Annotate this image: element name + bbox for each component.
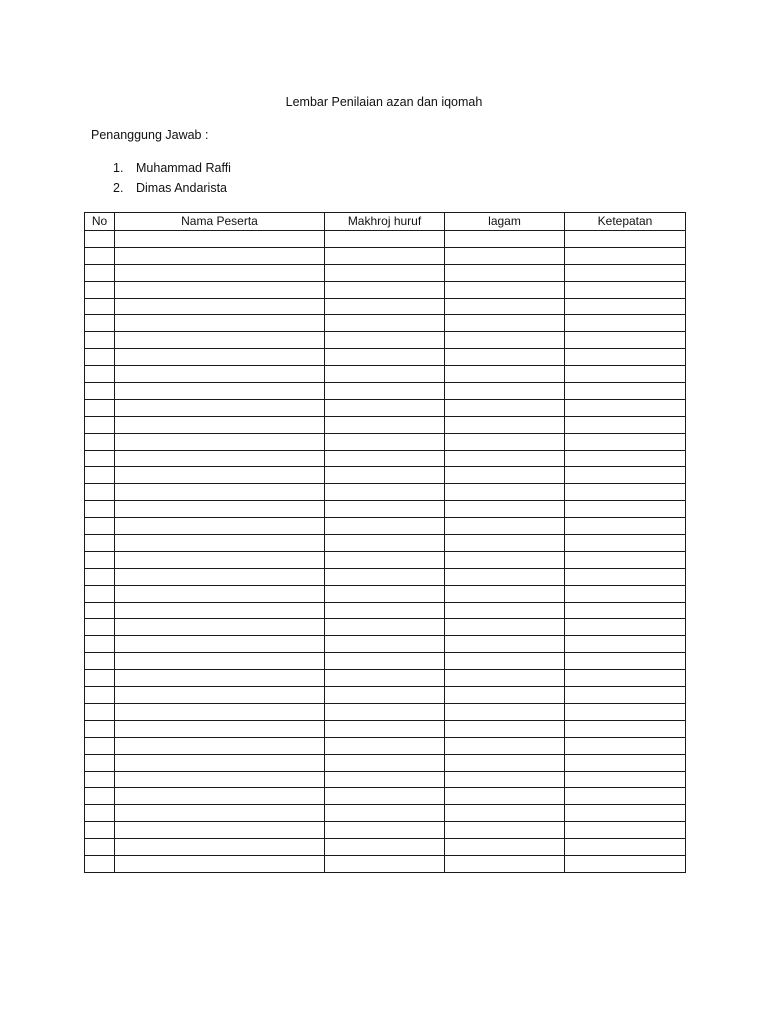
cell-ketepatan	[565, 568, 686, 585]
table-row	[85, 315, 686, 332]
cell-participant-name	[115, 636, 325, 653]
cell-lagam	[445, 315, 565, 332]
cell-lagam	[445, 416, 565, 433]
table-row	[85, 619, 686, 636]
cell-makhroj-huruf	[325, 653, 445, 670]
table-row	[85, 839, 686, 856]
cell-no	[85, 822, 115, 839]
cell-participant-name	[115, 281, 325, 298]
cell-ketepatan	[565, 788, 686, 805]
cell-ketepatan	[565, 450, 686, 467]
cell-lagam	[445, 619, 565, 636]
cell-participant-name	[115, 484, 325, 501]
cell-ketepatan	[565, 281, 686, 298]
cell-ketepatan	[565, 501, 686, 518]
cell-lagam	[445, 349, 565, 366]
cell-ketepatan	[565, 399, 686, 416]
cell-no	[85, 315, 115, 332]
table-row	[85, 383, 686, 400]
cell-participant-name	[115, 383, 325, 400]
cell-no	[85, 585, 115, 602]
responsible-list	[113, 160, 231, 200]
cell-no	[85, 247, 115, 264]
table-row	[85, 264, 686, 281]
cell-lagam	[445, 754, 565, 771]
cell-participant-name	[115, 535, 325, 552]
cell-lagam	[445, 467, 565, 484]
table-row	[85, 585, 686, 602]
table-row	[85, 450, 686, 467]
cell-participant-name	[115, 501, 325, 518]
table-body	[85, 231, 686, 873]
cell-makhroj-huruf	[325, 585, 445, 602]
header-makhroj-huruf: Makhroj huruf	[325, 213, 445, 231]
cell-lagam	[445, 585, 565, 602]
cell-participant-name	[115, 687, 325, 704]
cell-ketepatan	[565, 467, 686, 484]
cell-ketepatan	[565, 771, 686, 788]
cell-ketepatan	[565, 670, 686, 687]
cell-lagam	[445, 771, 565, 788]
cell-makhroj-huruf	[325, 332, 445, 349]
cell-lagam	[445, 535, 565, 552]
cell-no	[85, 855, 115, 872]
cell-participant-name	[115, 315, 325, 332]
responsible-label: Penanggung Jawab :	[91, 128, 209, 142]
table-row	[85, 501, 686, 518]
cell-no	[85, 687, 115, 704]
cell-makhroj-huruf	[325, 399, 445, 416]
table-row	[85, 855, 686, 872]
cell-makhroj-huruf	[325, 247, 445, 264]
cell-lagam	[445, 703, 565, 720]
header-participant-name: Nama Peserta	[115, 213, 325, 231]
cell-ketepatan	[565, 585, 686, 602]
cell-participant-name	[115, 332, 325, 349]
cell-makhroj-huruf	[325, 822, 445, 839]
cell-ketepatan	[565, 366, 686, 383]
cell-participant-name	[115, 602, 325, 619]
cell-lagam	[445, 805, 565, 822]
cell-no	[85, 551, 115, 568]
cell-lagam	[445, 568, 565, 585]
table-row	[85, 349, 686, 366]
cell-makhroj-huruf	[325, 670, 445, 687]
cell-makhroj-huruf	[325, 720, 445, 737]
table-row	[85, 535, 686, 552]
cell-makhroj-huruf	[325, 737, 445, 754]
cell-no	[85, 501, 115, 518]
cell-participant-name	[115, 231, 325, 248]
cell-no	[85, 366, 115, 383]
cell-participant-name	[115, 839, 325, 856]
table-row	[85, 231, 686, 248]
cell-makhroj-huruf	[325, 231, 445, 248]
cell-makhroj-huruf	[325, 416, 445, 433]
cell-no	[85, 467, 115, 484]
cell-participant-name	[115, 703, 325, 720]
table-row	[85, 670, 686, 687]
cell-lagam	[445, 788, 565, 805]
cell-participant-name	[115, 399, 325, 416]
cell-no	[85, 383, 115, 400]
cell-lagam	[445, 855, 565, 872]
cell-makhroj-huruf	[325, 687, 445, 704]
cell-no	[85, 653, 115, 670]
cell-no	[85, 484, 115, 501]
table-row	[85, 551, 686, 568]
responsible-item	[113, 160, 231, 180]
responsible-item	[113, 180, 231, 200]
list-number: 1.	[113, 161, 124, 175]
cell-participant-name	[115, 433, 325, 450]
cell-makhroj-huruf	[325, 754, 445, 771]
table-row	[85, 687, 686, 704]
cell-participant-name	[115, 349, 325, 366]
cell-no	[85, 636, 115, 653]
cell-no	[85, 399, 115, 416]
cell-lagam	[445, 433, 565, 450]
cell-lagam	[445, 737, 565, 754]
cell-ketepatan	[565, 332, 686, 349]
table-row	[85, 467, 686, 484]
cell-no	[85, 602, 115, 619]
cell-makhroj-huruf	[325, 855, 445, 872]
cell-lagam	[445, 501, 565, 518]
table-header-row	[85, 213, 686, 231]
header-no: No	[85, 213, 115, 231]
cell-ketepatan	[565, 855, 686, 872]
table-row	[85, 636, 686, 653]
cell-makhroj-huruf	[325, 433, 445, 450]
cell-no	[85, 720, 115, 737]
cell-lagam	[445, 636, 565, 653]
cell-participant-name	[115, 788, 325, 805]
table-row	[85, 653, 686, 670]
cell-ketepatan	[565, 805, 686, 822]
table-row	[85, 281, 686, 298]
cell-participant-name	[115, 467, 325, 484]
cell-no	[85, 231, 115, 248]
cell-ketepatan	[565, 703, 686, 720]
cell-ketepatan	[565, 754, 686, 771]
table-row	[85, 602, 686, 619]
cell-makhroj-huruf	[325, 518, 445, 535]
cell-lagam	[445, 653, 565, 670]
cell-ketepatan	[565, 416, 686, 433]
cell-ketepatan	[565, 484, 686, 501]
cell-no	[85, 670, 115, 687]
cell-no	[85, 754, 115, 771]
document-title: Lembar Penilaian azan dan iqomah	[285, 95, 483, 109]
table-row	[85, 737, 686, 754]
table-row	[85, 771, 686, 788]
cell-lagam	[445, 366, 565, 383]
table-row	[85, 568, 686, 585]
cell-ketepatan	[565, 551, 686, 568]
cell-ketepatan	[565, 822, 686, 839]
table-row	[85, 399, 686, 416]
cell-makhroj-huruf	[325, 264, 445, 281]
cell-makhroj-huruf	[325, 366, 445, 383]
cell-participant-name	[115, 737, 325, 754]
assessment-table	[84, 212, 686, 873]
cell-makhroj-huruf	[325, 703, 445, 720]
cell-lagam	[445, 231, 565, 248]
responsible-name: Dimas Andarista	[136, 181, 228, 195]
cell-no	[85, 416, 115, 433]
cell-lagam	[445, 720, 565, 737]
cell-participant-name	[115, 247, 325, 264]
cell-ketepatan	[565, 737, 686, 754]
cell-no	[85, 737, 115, 754]
cell-participant-name	[115, 619, 325, 636]
table-row	[85, 484, 686, 501]
cell-participant-name	[115, 366, 325, 383]
cell-makhroj-huruf	[325, 315, 445, 332]
table-row	[85, 332, 686, 349]
cell-makhroj-huruf	[325, 839, 445, 856]
cell-lagam	[445, 602, 565, 619]
cell-makhroj-huruf	[325, 467, 445, 484]
cell-makhroj-huruf	[325, 535, 445, 552]
cell-lagam	[445, 332, 565, 349]
cell-lagam	[445, 484, 565, 501]
table-row	[85, 433, 686, 450]
cell-no	[85, 619, 115, 636]
cell-ketepatan	[565, 247, 686, 264]
cell-ketepatan	[565, 518, 686, 535]
cell-no	[85, 264, 115, 281]
cell-makhroj-huruf	[325, 771, 445, 788]
cell-no	[85, 535, 115, 552]
cell-participant-name	[115, 720, 325, 737]
cell-no	[85, 518, 115, 535]
cell-no	[85, 839, 115, 856]
cell-lagam	[445, 298, 565, 315]
cell-no	[85, 788, 115, 805]
cell-makhroj-huruf	[325, 788, 445, 805]
cell-ketepatan	[565, 349, 686, 366]
cell-makhroj-huruf	[325, 602, 445, 619]
cell-makhroj-huruf	[325, 450, 445, 467]
cell-no	[85, 349, 115, 366]
cell-makhroj-huruf	[325, 619, 445, 636]
cell-no	[85, 805, 115, 822]
cell-participant-name	[115, 754, 325, 771]
cell-participant-name	[115, 551, 325, 568]
cell-ketepatan	[565, 653, 686, 670]
cell-ketepatan	[565, 619, 686, 636]
header-ketepatan: Ketepatan	[565, 213, 686, 231]
list-number: 2.	[113, 181, 124, 195]
cell-participant-name	[115, 805, 325, 822]
cell-makhroj-huruf	[325, 298, 445, 315]
table-row	[85, 366, 686, 383]
cell-lagam	[445, 399, 565, 416]
cell-ketepatan	[565, 687, 686, 704]
cell-no	[85, 450, 115, 467]
cell-lagam	[445, 839, 565, 856]
cell-makhroj-huruf	[325, 805, 445, 822]
cell-makhroj-huruf	[325, 636, 445, 653]
cell-ketepatan	[565, 720, 686, 737]
cell-makhroj-huruf	[325, 551, 445, 568]
cell-makhroj-huruf	[325, 484, 445, 501]
cell-makhroj-huruf	[325, 349, 445, 366]
cell-makhroj-huruf	[325, 383, 445, 400]
cell-participant-name	[115, 771, 325, 788]
table-row	[85, 788, 686, 805]
cell-participant-name	[115, 855, 325, 872]
cell-no	[85, 568, 115, 585]
cell-lagam	[445, 687, 565, 704]
table-row	[85, 822, 686, 839]
cell-lagam	[445, 518, 565, 535]
cell-ketepatan	[565, 231, 686, 248]
cell-lagam	[445, 247, 565, 264]
cell-lagam	[445, 551, 565, 568]
cell-makhroj-huruf	[325, 501, 445, 518]
cell-participant-name	[115, 585, 325, 602]
cell-participant-name	[115, 450, 325, 467]
table-row	[85, 298, 686, 315]
cell-participant-name	[115, 568, 325, 585]
cell-lagam	[445, 264, 565, 281]
table-row	[85, 754, 686, 771]
cell-participant-name	[115, 653, 325, 670]
cell-ketepatan	[565, 535, 686, 552]
cell-ketepatan	[565, 636, 686, 653]
cell-participant-name	[115, 518, 325, 535]
header-lagam: lagam	[445, 213, 565, 231]
table-row	[85, 416, 686, 433]
table-row	[85, 805, 686, 822]
cell-participant-name	[115, 298, 325, 315]
cell-lagam	[445, 383, 565, 400]
cell-makhroj-huruf	[325, 568, 445, 585]
cell-no	[85, 433, 115, 450]
table-row	[85, 720, 686, 737]
cell-lagam	[445, 670, 565, 687]
cell-lagam	[445, 281, 565, 298]
cell-makhroj-huruf	[325, 281, 445, 298]
cell-no	[85, 298, 115, 315]
cell-participant-name	[115, 264, 325, 281]
cell-participant-name	[115, 670, 325, 687]
cell-lagam	[445, 822, 565, 839]
table-row	[85, 703, 686, 720]
responsible-name: Muhammad Raffi	[136, 161, 231, 175]
cell-ketepatan	[565, 839, 686, 856]
cell-participant-name	[115, 822, 325, 839]
cell-participant-name	[115, 416, 325, 433]
cell-no	[85, 771, 115, 788]
cell-no	[85, 332, 115, 349]
cell-no	[85, 281, 115, 298]
cell-ketepatan	[565, 383, 686, 400]
cell-lagam	[445, 450, 565, 467]
cell-ketepatan	[565, 298, 686, 315]
cell-ketepatan	[565, 315, 686, 332]
table-row	[85, 518, 686, 535]
cell-ketepatan	[565, 602, 686, 619]
cell-no	[85, 703, 115, 720]
cell-ketepatan	[565, 264, 686, 281]
cell-ketepatan	[565, 433, 686, 450]
table-row	[85, 247, 686, 264]
